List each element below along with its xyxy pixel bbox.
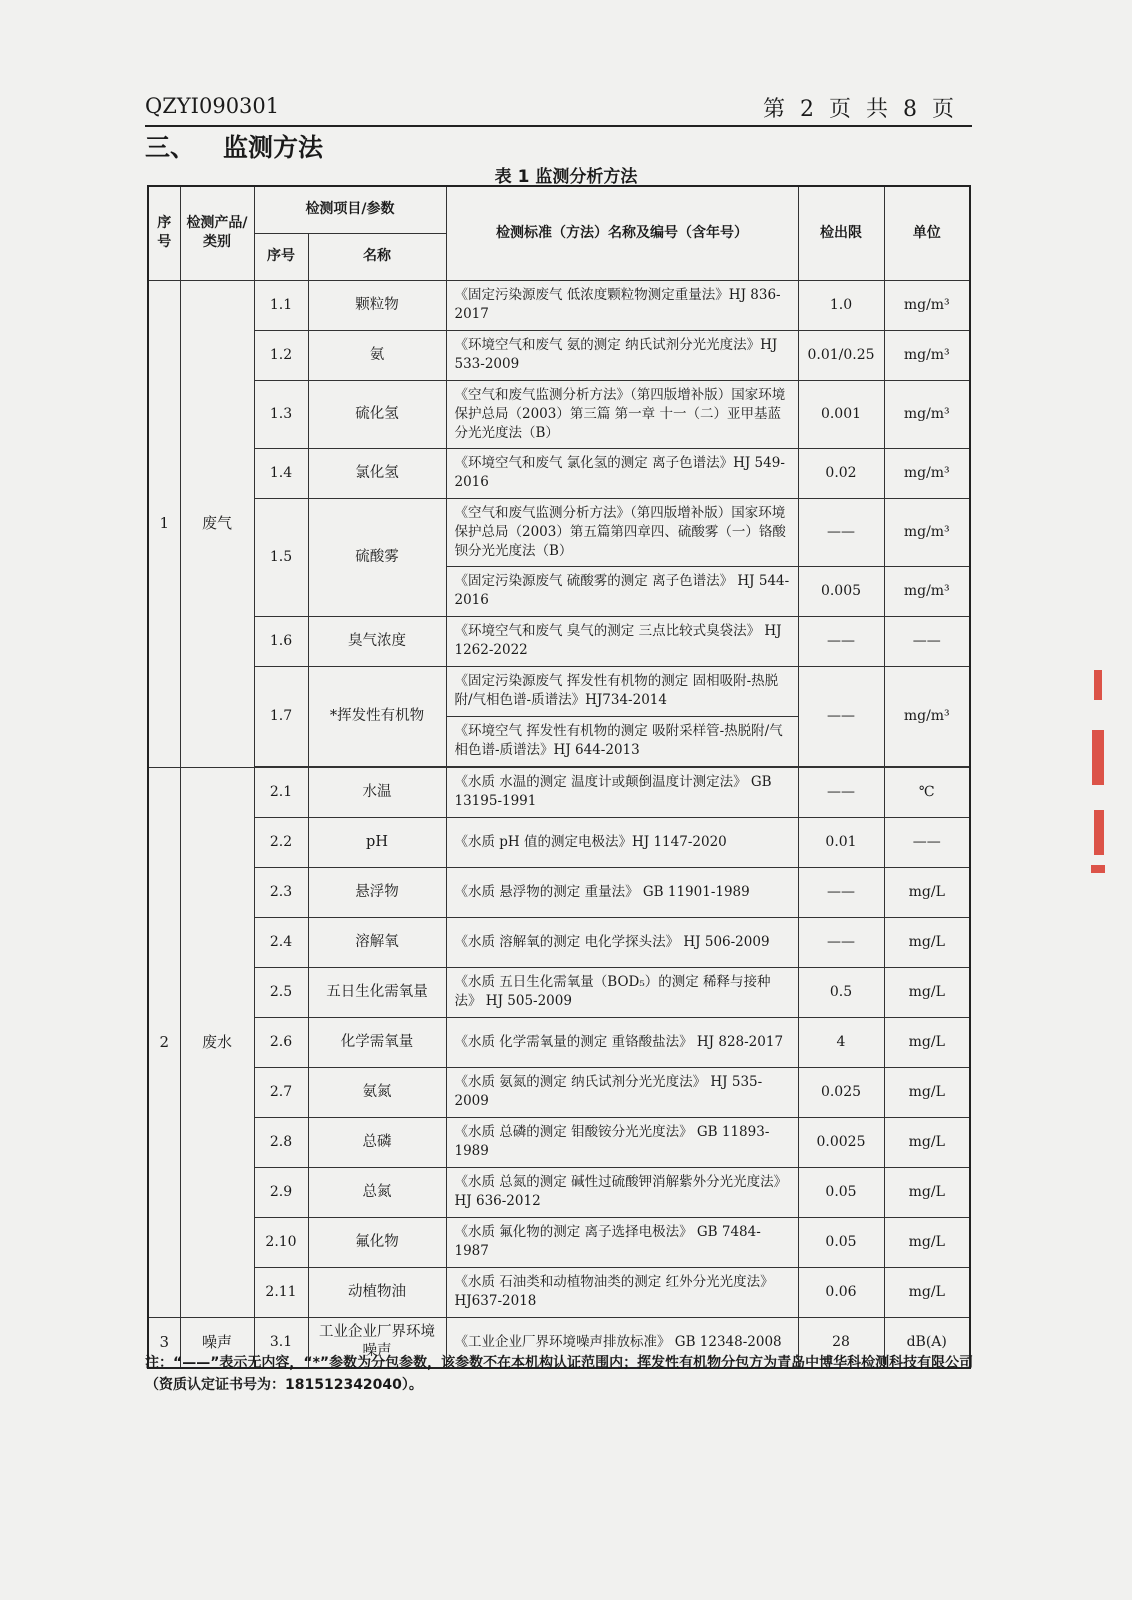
group-seq: 1 [148,280,180,767]
methods-table-container [147,185,969,1369]
item-unit: mg/m³ [884,448,970,498]
item-unit: mg/L [884,1217,970,1267]
item-name: 臭气浓度 [308,616,446,666]
item-method: 《工业企业厂界环境噪声排放标准》 GB 12348-2008 [446,1317,798,1368]
header-item-seq: 序号 [254,233,308,280]
item-no: 1.6 [254,616,308,666]
table-row [148,767,970,817]
section-heading: 监测方法 [223,133,324,162]
table-row [148,1217,970,1267]
item-no: 2.7 [254,1067,308,1117]
page-indicator: 第 2 页 共 8 页 [763,97,958,122]
table-row [148,1117,970,1167]
methods-table [147,185,971,1369]
item-no: 2.11 [254,1267,308,1317]
section-number: 三、 [145,133,196,162]
item-method: 《水质 水温的测定 温度计或颠倒温度计测定法》 GB 13195-1991 [446,767,798,817]
item-no: 2.1 [254,767,308,817]
table-row [148,1167,970,1217]
item-method: 《水质 悬浮物的测定 重量法》 GB 11901-1989 [446,867,798,917]
item-method: 《空气和废气监测分析方法》（第四版增补版）国家环境保护总局（2003）第五篇第四章四、硫酸雾（一）铬酸钡分光光度法（B） [446,498,798,566]
item-unit: mg/L [884,1017,970,1067]
item-unit: mg/L [884,1267,970,1317]
document-code: QZYI090301 [145,94,280,118]
item-limit: —— [798,666,884,766]
item-no: 1.5 [254,498,308,616]
table-row [148,498,970,566]
header-unit: 单位 [884,186,970,280]
section-title [145,128,323,164]
item-limit: 0.06 [798,1267,884,1317]
item-no: 1.7 [254,666,308,766]
item-method: 《水质 石油类和动植物油类的测定 红外分光光度法》HJ637-2018 [446,1267,798,1317]
item-method: 《水质 pH 值的测定电极法》HJ 1147-2020 [446,817,798,867]
item-limit: —— [798,767,884,817]
item-limit: 4 [798,1017,884,1067]
table-row [148,1017,970,1067]
item-limit: 28 [798,1317,884,1368]
item-method: 《环境空气和废气 氯化氢的测定 离子色谱法》HJ 549-2016 [446,448,798,498]
item-no: 2.9 [254,1167,308,1217]
item-unit: mg/m³ [884,330,970,380]
table-row [148,616,970,666]
table-row [148,817,970,867]
item-limit: 0.01 [798,817,884,867]
item-unit: dB(A) [884,1317,970,1368]
item-no: 2.10 [254,1217,308,1267]
item-name: 总氮 [308,1167,446,1217]
header-limit: 检出限 [798,186,884,280]
item-no: 1.2 [254,330,308,380]
header-rule [145,125,972,127]
item-limit: 1.0 [798,280,884,330]
item-limit: 0.005 [798,566,884,616]
item-method: 《环境空气和废气 氨的测定 纳氏试剂分光光度法》HJ 533-2009 [446,330,798,380]
item-no: 2.8 [254,1117,308,1167]
item-limit: 0.05 [798,1167,884,1217]
header-item-name: 名称 [308,233,446,280]
item-unit: ℃ [884,767,970,817]
item-limit: —— [798,917,884,967]
table-row [148,1267,970,1317]
item-name: 悬浮物 [308,867,446,917]
item-unit: mg/L [884,1167,970,1217]
item-limit: 0.0025 [798,1117,884,1167]
item-method: 《水质 总氮的测定 碱性过硫酸钾消解紫外分光光度法》HJ 636-2012 [446,1167,798,1217]
item-unit: —— [884,616,970,666]
item-name: 工业企业厂界环境噪声 [308,1317,446,1368]
item-unit: mg/L [884,867,970,917]
item-no: 2.5 [254,967,308,1017]
item-limit: 0.05 [798,1217,884,1267]
table-row [148,330,970,380]
table-caption: 表 1 监测分析方法 [494,167,638,187]
item-name: 氯化氢 [308,448,446,498]
item-name: 氟化物 [308,1217,446,1267]
item-unit: mg/m³ [884,666,970,766]
item-method: 《水质 五日生化需氧量（BOD₅）的测定 稀释与接种法》 HJ 505-2009 [446,967,798,1017]
item-no: 2.4 [254,917,308,967]
header-method: 检测标准（方法）名称及编号（含年号） [446,186,798,280]
item-method: 《固定污染源废气 低浓度颗粒物测定重量法》HJ 836-2017 [446,280,798,330]
item-name: 硫酸雾 [308,498,446,616]
item-method: 《水质 溶解氧的测定 电化学探头法》 HJ 506-2009 [446,917,798,967]
table-row [148,280,970,330]
seal-edge-mark [1088,670,1110,880]
item-unit: mg/m³ [884,566,970,616]
item-method: 《环境空气和废气 臭气的测定 三点比较式臭袋法》 HJ 1262-2022 [446,616,798,666]
item-no: 1.1 [254,280,308,330]
item-unit: mg/m³ [884,380,970,448]
item-name: *挥发性有机物 [308,666,446,766]
item-name: 水温 [308,767,446,817]
item-limit: —— [798,616,884,666]
item-no: 2.2 [254,817,308,867]
item-limit: 0.01/0.25 [798,330,884,380]
item-method: 《水质 总磷的测定 钼酸铵分光光度法》 GB 11893-1989 [446,1117,798,1167]
item-method: 《水质 化学需氧量的测定 重铬酸盐法》 HJ 828-2017 [446,1017,798,1067]
item-limit: —— [798,498,884,566]
item-method: 《环境空气 挥发性有机物的测定 吸附采样管-热脱附/气相色谱-质谱法》HJ 644-2013 [446,716,798,766]
item-limit: 0.025 [798,1067,884,1117]
item-name: 总磷 [308,1117,446,1167]
header-item-group: 检测项目/参数 [254,186,446,233]
item-no: 1.3 [254,380,308,448]
group-category: 废水 [180,767,254,1317]
item-name: 颗粒物 [308,280,446,330]
item-name: 氨氮 [308,1067,446,1117]
item-method: 《水质 氨氮的测定 纳氏试剂分光光度法》 HJ 535-2009 [446,1067,798,1117]
table-row [148,448,970,498]
item-name: pH [308,817,446,867]
group-category: 废气 [180,280,254,767]
item-unit: mg/L [884,1067,970,1117]
item-unit: —— [884,817,970,867]
item-method: 《固定污染源废气 挥发性有机物的测定 固相吸附-热脱附/气相色谱-质谱法》HJ734-2014 [446,666,798,716]
header-seq: 序号 [148,186,180,280]
item-name: 溶解氧 [308,917,446,967]
table-row [148,1067,970,1117]
item-method: 《固定污染源废气 硫酸雾的测定 离子色谱法》 HJ 544-2016 [446,566,798,616]
item-limit: —— [798,867,884,917]
item-name: 硫化氢 [308,380,446,448]
item-unit: mg/L [884,967,970,1017]
item-method: 《水质 氟化物的测定 离子选择电极法》 GB 7484-1987 [446,1217,798,1267]
table-row [148,967,970,1017]
item-unit: mg/m³ [884,280,970,330]
item-no: 2.6 [254,1017,308,1067]
item-unit: mg/m³ [884,498,970,566]
table-row [148,380,970,448]
table-row [148,666,970,716]
table-footnote: 注：“——”表示无内容，“*”参数为分包参数，该参数不在本机构认证范围内；挥发性有机物分包方为青岛中博华科检测科技有限公司（资质认定证书号为：181512342040）。 [145,1355,974,1393]
item-no: 1.4 [254,448,308,498]
item-name: 化学需氧量 [308,1017,446,1067]
table-row [148,867,970,917]
item-unit: mg/L [884,917,970,967]
item-name: 五日生化需氧量 [308,967,446,1017]
item-name: 氨 [308,330,446,380]
group-seq: 2 [148,767,180,1317]
item-limit: 0.5 [798,967,884,1017]
item-no: 3.1 [254,1317,308,1368]
group-seq: 3 [148,1317,180,1368]
item-limit: 0.02 [798,448,884,498]
group-category: 噪声 [180,1317,254,1368]
item-limit: 0.001 [798,380,884,448]
item-method: 《空气和废气监测分析方法》（第四版增补版）国家环境保护总局（2003）第三篇 第一章 十一（二）亚甲基蓝分光光度法（B） [446,380,798,448]
header-category: 检测产品/类别 [180,186,254,280]
item-unit: mg/L [884,1117,970,1167]
table-row [148,917,970,967]
item-no: 2.3 [254,867,308,917]
item-name: 动植物油 [308,1267,446,1317]
